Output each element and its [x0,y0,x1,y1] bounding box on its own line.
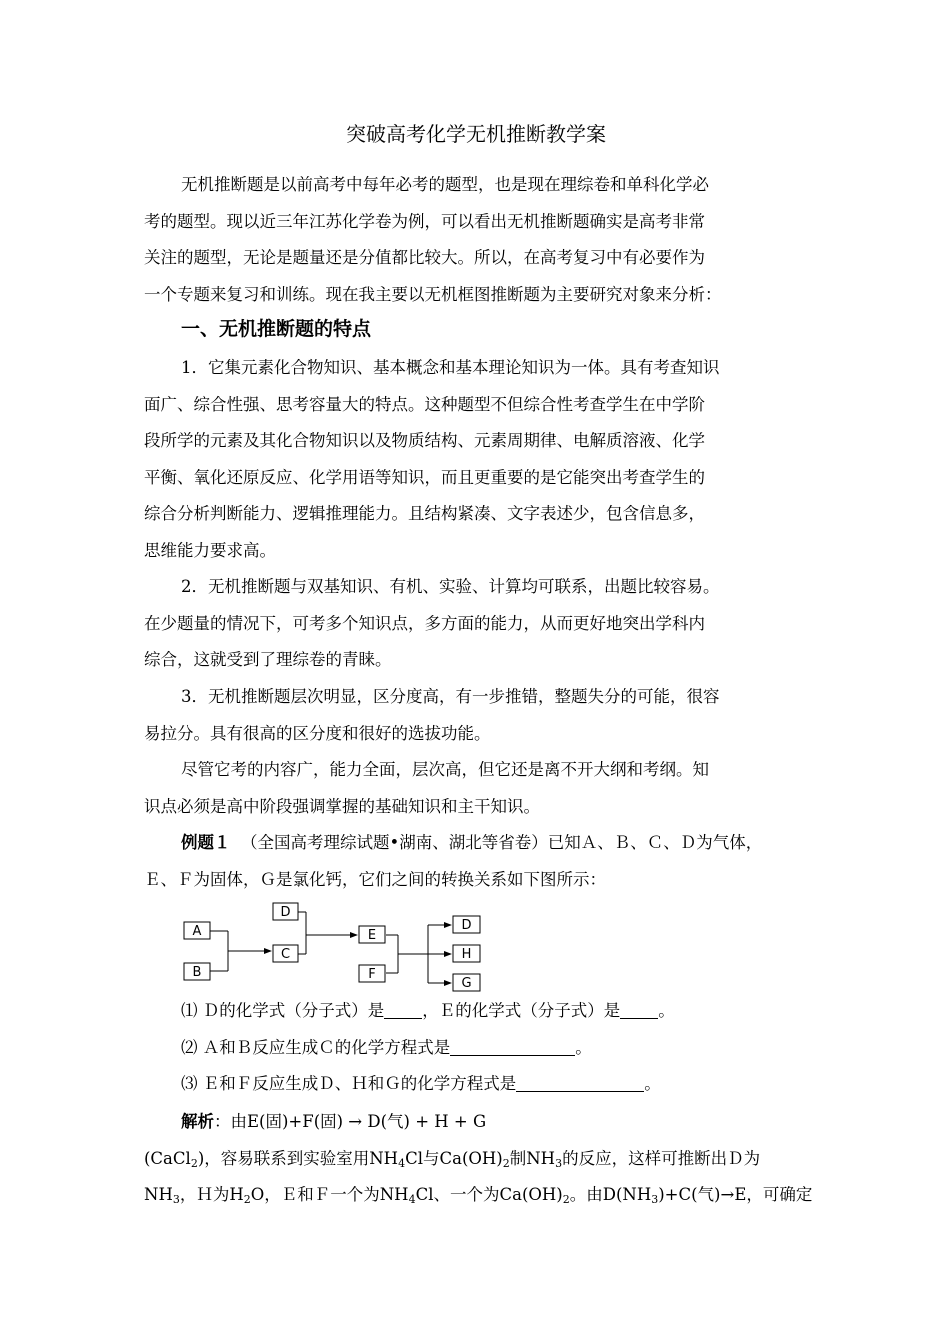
answer-blank[interactable] [384,1000,422,1019]
t: 2 [502,1156,510,1170]
t: 。由D(NH [569,1185,652,1205]
text-line: 在少题量的情况下，可考多个知识点，多方面的能力，从而更好地突出学科内 [144,613,705,633]
label-d-top: D [280,905,291,920]
t: 3 [172,1193,180,1207]
question-text: 。 [644,1074,661,1094]
label-f: F [368,967,376,982]
text-line: 1．它集元素化合物知识、基本概念和基本理论知识为一体。具有考查知识 [181,358,720,377]
t: 4 [398,1156,406,1170]
t: O，Ｅ和Ｆ一个为NH [250,1185,409,1205]
question-text: ⑴ Ｄ的化学式（分子式）是 [181,1001,385,1020]
page-title: 突破高考化学无机推断教学案 [346,122,606,146]
analysis-line-3 [144,1177,813,1214]
t: NH [144,1185,173,1205]
question-text: 。 [575,1037,592,1057]
text-line: 平衡、氧化还原反应、化学用语等知识，而且更重要的是它能突出考查学生的 [144,467,705,487]
text-line: 无机推断题是以前高考中每年必考的题型，也是现在理综卷和单科化学必 [181,175,709,194]
text-line: 3．无机推断题层次明显，区分度高，有一步推错，整题失分的可能，很容 [181,687,720,706]
arrow-head [444,922,452,928]
point-1-paragraph [144,350,808,570]
example-label: 例题１ [181,833,231,852]
summary-paragraph [144,752,808,825]
point-2-paragraph [144,569,808,679]
label-b: B [192,965,202,980]
example-paragraph [144,825,808,898]
example-text: （全国高考理综试题•湖南、湖北等省卷）已知Ａ、Ｂ、Ｃ、Ｄ为气体， [241,833,763,852]
t: 3 [555,1156,563,1170]
text-line: 2．无机推断题与双基知识、有机、实验、计算均可联系，出题比较容易。 [181,577,720,596]
t: Cl与Ca(OH) [405,1148,503,1168]
label-a: A [192,924,202,939]
t: 的反应，这样可推断出Ｄ为 [562,1148,761,1168]
text-line: 综合，这就受到了理综卷的青睐。 [144,650,392,670]
question-3 [144,1066,808,1103]
answer-blank[interactable] [620,1000,658,1019]
t: ，Ｈ为H [179,1185,244,1205]
reaction-flow-diagram [180,898,500,998]
t: )+C(气)→E，可确定 [658,1185,813,1205]
t: Cl、一个为Ca(OH) [415,1185,563,1205]
t: 制NH [509,1148,556,1168]
text-line: 综合分析判断能力、逻辑推理能力。且结构紧凑、文字表述少，包含信息多， [144,504,705,524]
arrow-head [264,948,272,954]
t: (CaCl [144,1148,191,1168]
text-line: 易拉分。具有很高的区分度和很好的选拔功能。 [144,723,491,743]
text-line: Ｅ、Ｆ为固体，Ｇ是氯化钙，它们之间的转换关系如下图所示： [144,869,606,889]
t: 2 [562,1193,570,1207]
t: 2 [243,1193,251,1207]
t: 2 [190,1156,198,1170]
arrow-head [444,980,452,986]
point-3-paragraph [144,679,808,752]
analysis-paragraph [144,1104,813,1214]
question-1 [144,993,808,1030]
t: 3 [651,1193,659,1207]
arrow-head [444,951,452,957]
intro-paragraph [144,167,808,313]
text-line: 关注的题型，无论是题量还是分值都比较大。所以，在高考复习中有必要作为 [144,248,705,268]
label-e: E [367,928,377,943]
question-text: 。 [658,1001,675,1020]
text-line: 一个专题来复习和训练。现在我主要以无机框图推断题为主要研究对象来分析： [144,284,722,304]
questions-block [144,993,808,1103]
label-d-right: D [461,918,472,933]
question-text: ⑵ Ａ和Ｂ反应生成Ｃ的化学方程式是 [181,1037,451,1057]
analysis-line-2 [144,1141,808,1178]
text-line: 段所学的元素及其化合物知识以及物质结构、元素周期律、电解质溶液、化学 [144,431,705,451]
answer-blank[interactable] [516,1073,644,1092]
arrow-head [350,932,358,938]
text-line: 考的题型。现以近三年江苏化学卷为例，可以看出无机推断题确实是高考非常 [144,211,705,231]
analysis-line-1 [144,1104,808,1141]
text-line: 识点必须是高中阶段强调掌握的基础知识和主干知识。 [144,796,540,816]
analysis-text: ：由E(固)+F(固) → D(气) + H + G [214,1112,487,1131]
text-line: 尽管它考的内容广，能力全面，层次高，但它还是离不开大纲和考纲。知 [181,760,709,779]
text-line: 面广、综合性强、思考容量大的特点。这种题型不但综合性考查学生在中学阶 [144,394,705,414]
question-text: ⑶ Ｅ和Ｆ反应生成Ｄ、Ｈ和Ｇ的化学方程式是 [181,1074,517,1094]
analysis-label: 解析 [181,1112,214,1131]
t: )，容易联系到实验室用NH [197,1148,399,1168]
question-2 [144,1030,808,1067]
label-c: C [280,947,291,962]
label-g: G [461,976,472,991]
t: 4 [408,1193,416,1207]
answer-blank[interactable] [450,1037,575,1056]
question-text: ，Ｅ的化学式（分子式）是 [422,1001,621,1020]
text-line: 思维能力要求高。 [144,540,276,560]
label-h: H [461,947,472,962]
text-line [144,825,808,862]
section-heading: 一、无机推断题的特点 [181,318,372,340]
